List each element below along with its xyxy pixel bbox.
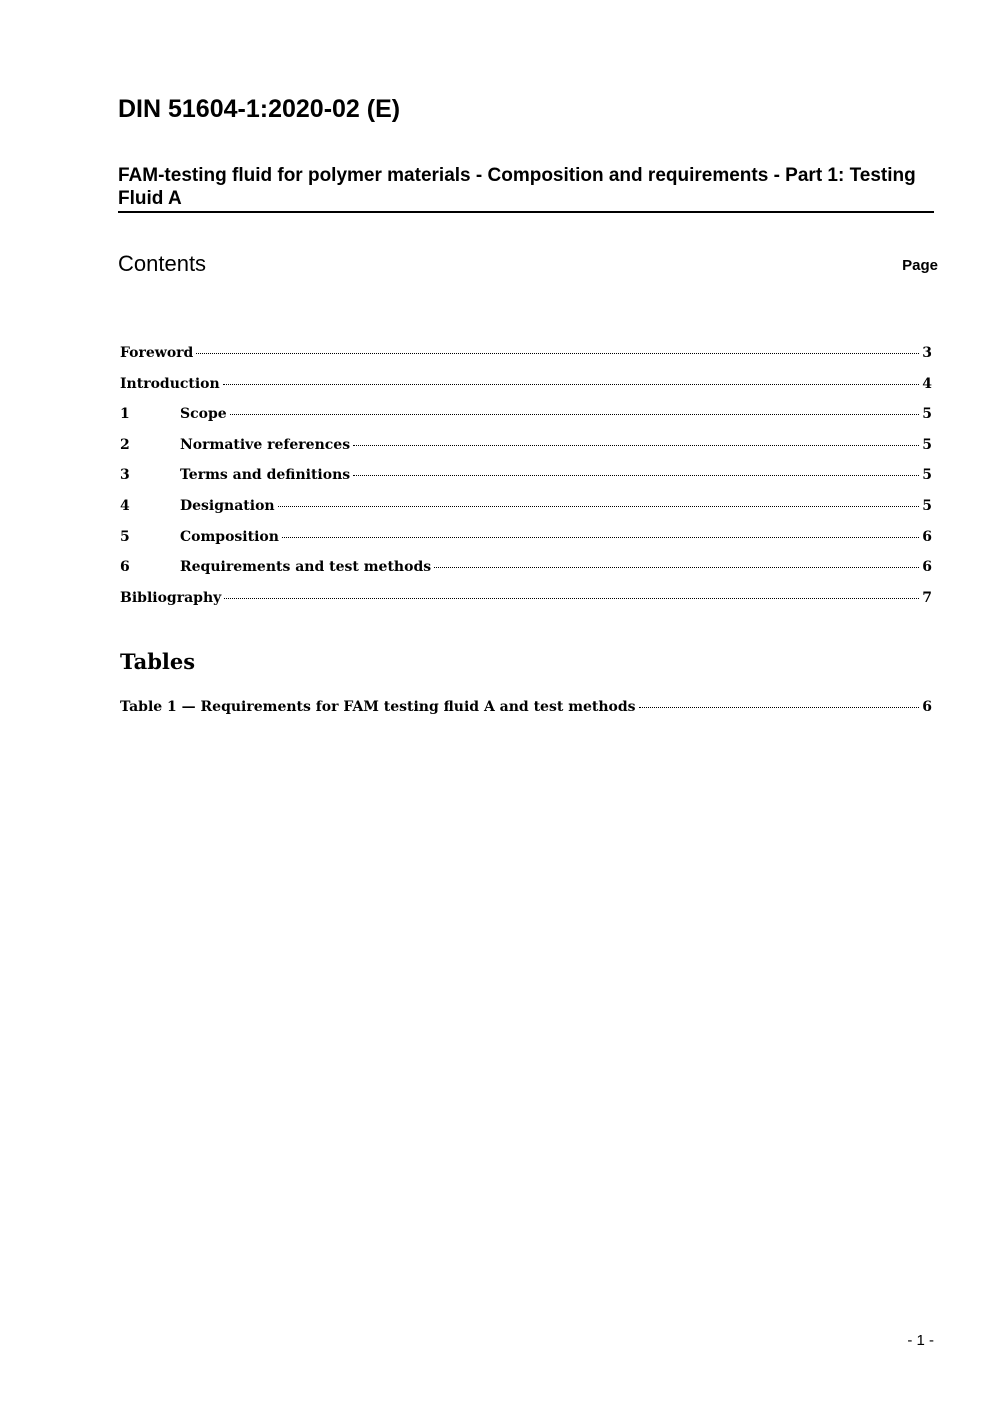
toc-dot-leader (639, 707, 920, 708)
toc-dot-leader (278, 506, 920, 507)
toc-entry-terms-and-definitions[interactable] (120, 464, 932, 495)
toc-dot-leader (196, 353, 919, 354)
toc-dot-leader (230, 414, 920, 415)
toc-entry-designation[interactable] (120, 495, 932, 526)
toc-entry-label: Designation (180, 497, 275, 514)
page-number: - 1 - (907, 1332, 934, 1349)
tables-entry-label: Table 1 — Requirements for FAM testing fluid A and test methods (120, 699, 636, 715)
table-of-contents (120, 342, 932, 617)
toc-entry-label: Foreword (120, 345, 194, 361)
toc-entry-bibliography[interactable] (120, 587, 932, 618)
tables-entry-page: 6 (922, 699, 932, 715)
list-of-tables (120, 696, 932, 727)
toc-dot-leader (353, 445, 919, 446)
toc-entry-label: Terms and definitions (180, 467, 351, 484)
toc-entry-requirements-and-test-methods[interactable] (120, 556, 932, 587)
toc-dot-leader (282, 537, 919, 538)
toc-entry-scope[interactable] (120, 403, 932, 434)
toc-entry-foreword[interactable] (120, 342, 932, 373)
toc-entry-label: Introduction (120, 375, 220, 392)
toc-dot-leader (353, 475, 919, 476)
toc-entry-number: 4 (120, 497, 130, 514)
toc-entry-page: 5 (922, 406, 932, 423)
toc-dot-leader (224, 598, 919, 599)
toc-entry-page: 4 (922, 375, 932, 392)
toc-entry-page: 5 (922, 467, 932, 484)
toc-entry-page: 3 (922, 345, 932, 361)
toc-entry-number: 2 (120, 436, 130, 453)
tables-heading: Tables (120, 649, 196, 674)
toc-entry-page: 5 (922, 436, 932, 453)
toc-entry-normative-references[interactable] (120, 434, 932, 465)
toc-entry-introduction[interactable] (120, 373, 932, 404)
toc-entry-number: 1 (120, 406, 130, 423)
document-subtitle: FAM-testing fluid for polymer materials - Composition and requirements - Part 1: Testing Fluid A (118, 164, 934, 213)
page-column-label: Page (902, 257, 938, 274)
document-title: DIN 51604-1:2020-02 (E) (118, 95, 401, 123)
toc-entry-page: 6 (922, 528, 932, 545)
toc-entry-page: 7 (922, 589, 932, 606)
toc-entry-page: 6 (922, 559, 932, 576)
toc-entry-label: Bibliography (120, 589, 222, 606)
tables-entry-table-1[interactable] (120, 696, 932, 727)
toc-entry-label: Composition (180, 528, 279, 545)
toc-entry-page: 5 (922, 497, 932, 514)
toc-entry-number: 3 (120, 467, 130, 484)
toc-entry-number: 5 (120, 528, 130, 545)
contents-heading: Contents (118, 251, 207, 276)
toc-dot-leader (223, 384, 920, 385)
toc-dot-leader (434, 567, 919, 568)
toc-entry-number: 6 (120, 559, 130, 576)
toc-entry-label: Requirements and test methods (180, 559, 432, 576)
toc-entry-composition[interactable] (120, 526, 932, 557)
toc-entry-label: Normative references (180, 436, 351, 453)
toc-entry-label: Scope (180, 406, 227, 423)
